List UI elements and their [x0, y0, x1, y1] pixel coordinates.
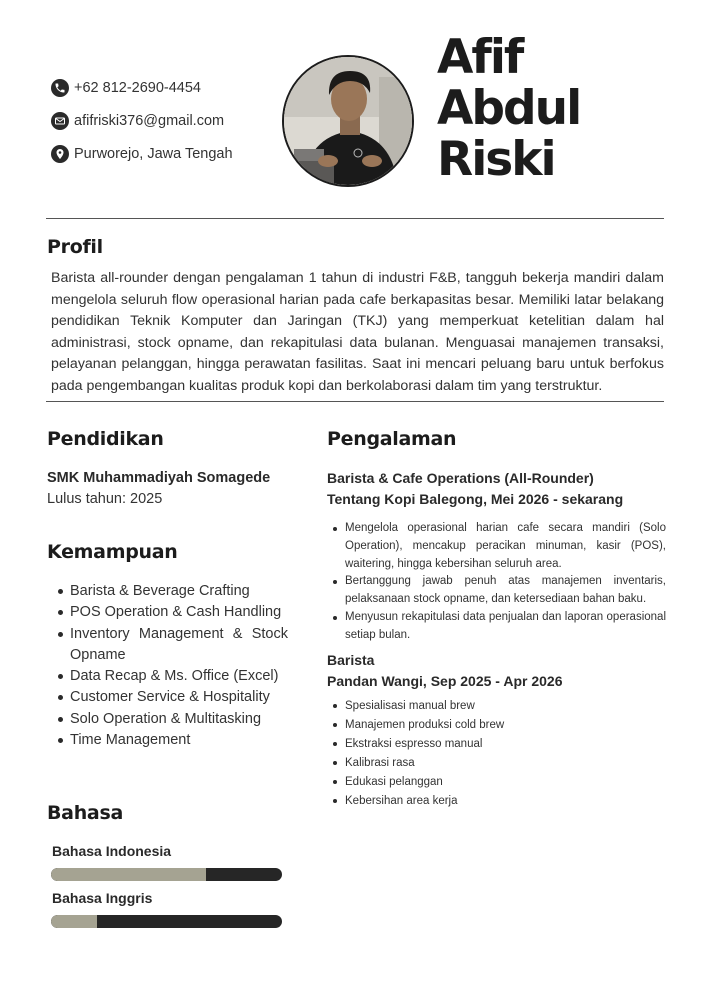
- job-bullet: Kalibrasi rasa: [330, 754, 630, 773]
- skill-item: Barista & Beverage Crafting: [56, 581, 288, 602]
- contact-email[interactable]: [51, 111, 233, 131]
- divider-profile: [46, 401, 664, 402]
- email-icon: [51, 112, 69, 130]
- language-level-fill: [51, 868, 206, 881]
- language-name: Bahasa Indonesia: [52, 843, 172, 859]
- job-bullets: [330, 520, 666, 645]
- skills-heading: Kemampuan: [47, 541, 178, 563]
- job-role: Barista: [327, 652, 375, 668]
- job-bullet: Bertanggung jawab penuh atas manajemen inventaris, pelaksanaan stock opname, dan ketersediaan bahan baku.: [330, 573, 666, 609]
- profile-heading: Profil: [47, 236, 103, 258]
- job-bullet: Spesialisasi manual brew: [330, 697, 630, 716]
- name-line-3: Riski: [437, 132, 555, 187]
- skill-item: Data Recap & Ms. Office (Excel): [56, 666, 288, 687]
- skill-item: POS Operation & Cash Handling: [56, 602, 288, 623]
- skill-item: Solo Operation & Multitasking: [56, 709, 288, 730]
- profile-text: Barista all-rounder dengan pengalaman 1 tahun di industri F&B, tangguh bekerja mandiri dalam mengelola seluruh flow operasional harian pada cafe berkapasitas besar. Memiliki latar belakang pendidikan Teknik Komputer dan Jaringan (TKJ) yang memperkuat ketelitian dalam hal administrasi, stock opname, dan rekapitulasi data bulanan. Menguasai manajemen transaksi, pelayanan pelanggan, hingga perawatan fasilitas. Saat ini mencari peluang baru untuk berfokus pada pengembangan kualitas produk kopi dan berkolaborasi dalam tim yang terstruktur.: [51, 270, 664, 394]
- skill-item: Customer Service & Hospitality: [56, 687, 288, 708]
- job-company: Tentang Kopi Balegong, Mei 2026 - sekarang: [327, 491, 624, 507]
- phone-icon: [51, 79, 69, 97]
- job-bullet: Menyusun rekapitulasi data penjualan dan laporan operasional setiap bulan.: [330, 609, 666, 645]
- experience-heading: Pengalaman: [327, 428, 457, 450]
- location-pin-icon: [51, 145, 69, 163]
- skills-list: [56, 581, 288, 751]
- contact-info: [51, 78, 233, 177]
- language-heading: Bahasa: [47, 802, 123, 824]
- language-level-bar: [51, 915, 282, 928]
- contact-location: [51, 144, 233, 164]
- contact-phone[interactable]: [51, 78, 233, 98]
- full-name: [437, 32, 580, 185]
- name-line-1: Afif: [437, 30, 523, 85]
- divider-top: [46, 218, 664, 219]
- education-year: Lulus tahun: 2025: [47, 491, 163, 507]
- job-bullets: [330, 697, 630, 810]
- job-bullet: Manajemen produksi cold brew: [330, 716, 630, 735]
- job-bullet: Ekstraksi espresso manual: [330, 735, 630, 754]
- language-name: Bahasa Inggris: [52, 890, 153, 906]
- education-school: SMK Muhammadiyah Somagede: [47, 470, 271, 486]
- location-text: Purworejo, Jawa Tengah: [74, 146, 233, 162]
- name-line-2: Abdul: [437, 81, 581, 136]
- language-level-fill: [51, 915, 97, 928]
- job-bullet: Mengelola operasional harian cafe secara mandiri (Solo Operation), mencakup peracikan minuman, kasir (POS), waitering, hingga kebersihan seluruh area.: [330, 520, 666, 573]
- job-bullet: Edukasi pelanggan: [330, 773, 630, 792]
- job-bullet: Kebersihan area kerja: [330, 792, 630, 811]
- email-text: afifriski376@gmail.com: [74, 113, 225, 129]
- profile-photo: [282, 55, 414, 187]
- skill-item: Inventory Management & Stock Opname: [56, 624, 288, 667]
- phone-text: +62 812-2690-4454: [74, 80, 201, 96]
- job-role: Barista & Cafe Operations (All-Rounder): [327, 470, 594, 486]
- job-company: Pandan Wangi, Sep 2025 - Apr 2026: [327, 673, 563, 689]
- language-level-bar: [51, 868, 282, 881]
- skill-item: Time Management: [56, 730, 288, 751]
- education-heading: Pendidikan: [47, 428, 164, 450]
